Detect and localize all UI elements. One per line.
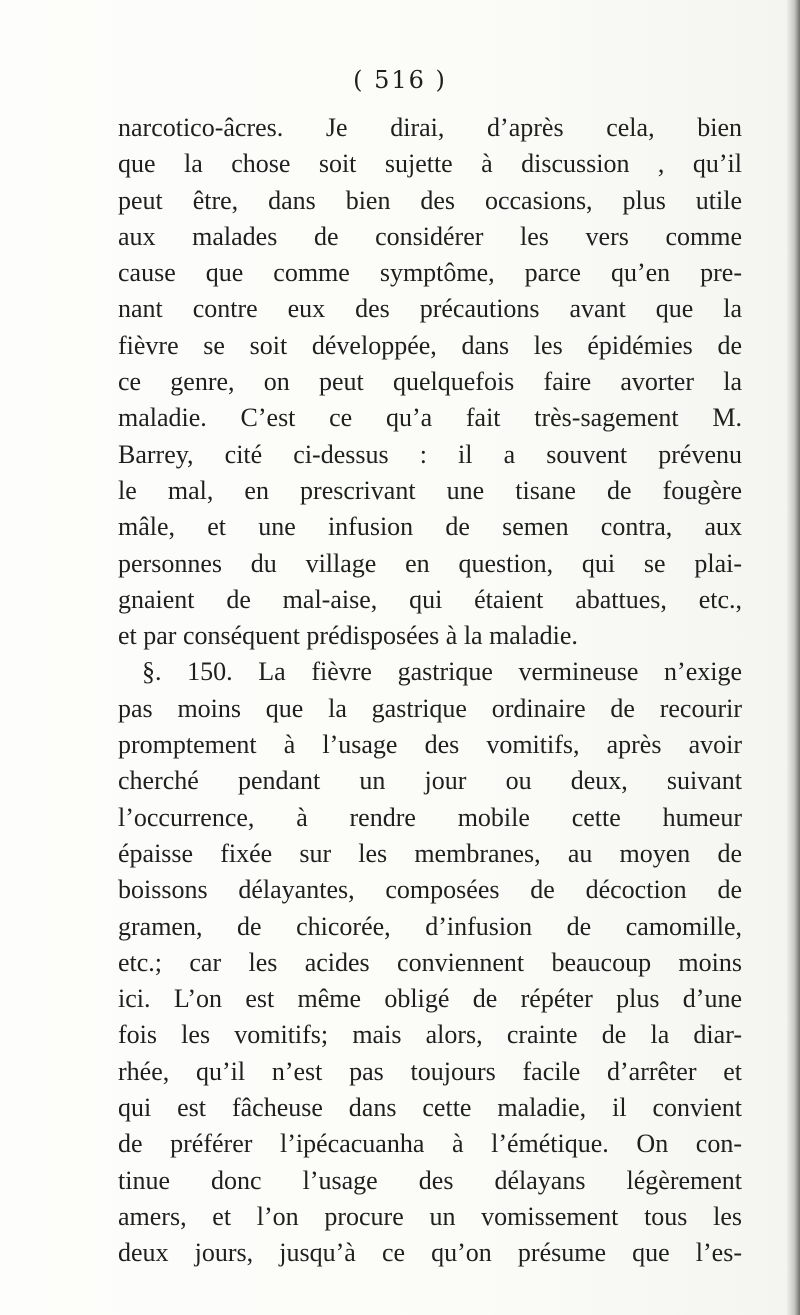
text-line: cherché pendant un jour ou deux, suivant (118, 766, 742, 796)
text-line: mâle, et une infusion de semen contra, aux (118, 512, 742, 542)
text-line: promptement à l’usage des vomitifs, après avoir (118, 730, 742, 760)
text-line: de préférer l’ipécacuanha à l’émétique. On con- (118, 1129, 742, 1159)
text-line: fièvre se soit développée, dans les épidémies de (118, 330, 742, 360)
text-line: peut être, dans bien des occasions, plus utile (118, 185, 742, 215)
text-line: nant contre eux des précautions avant que la (118, 294, 742, 324)
page-edge-shadow (786, 0, 800, 1315)
text-line: gramen, de chicorée, d’infusion de camomille, (118, 911, 742, 941)
text-line: tinue donc l’usage des délayans légèrement (118, 1165, 742, 1195)
text-line: amers, et l’on procure un vomissement tous les (118, 1201, 742, 1231)
text-line: deux jours, jusqu’à ce qu’on présume que l’es- (118, 1238, 742, 1268)
text-line: fois les vomitifs; mais alors, crainte de la diar- (118, 1020, 742, 1050)
text-line: personnes du village en question, qui se plai- (118, 548, 742, 578)
text-line: l’occurrence, à rendre mobile cette humeur (118, 802, 742, 832)
text-line: pas moins que la gastrique ordinaire de recourir (118, 693, 742, 723)
text-line: gnaient de mal-aise, qui étaient abattues, etc., (118, 584, 742, 614)
text-line: ce genre, on peut quelquefois faire avorter la (118, 367, 742, 397)
text-line: aux malades de considérer les vers comme (118, 221, 742, 251)
text-line: narcotico-âcres. Je dirai, d’après cela, bien (118, 113, 742, 142)
page-number: ( 516 ) (353, 66, 447, 94)
text-line: le mal, en prescrivant une tisane de fougère (118, 475, 742, 505)
text-line: cause que comme symptôme, parce qu’en pre- (118, 258, 742, 288)
text-line: et par conséquent prédisposées à la maladie. (118, 621, 578, 651)
text-line: que la chose soit sujette à discussion , qu’il (118, 149, 742, 179)
paragraph-start-line: §. 150. La fièvre gastrique vermineuse n’exige (142, 657, 742, 687)
body-text (118, 110, 742, 1272)
text-line: Barrey, cité ci-dessus : il a souvent prévenu (118, 439, 742, 469)
text-line: etc.; car les acides conviennent beaucoup moins (118, 947, 742, 977)
text-line: ici. L’on est même obligé de répéter plus d’une (118, 984, 742, 1014)
text-line: maladie. C’est ce qu’a fait très-sagement M. (118, 403, 742, 433)
text-line: épaisse fixée sur les membranes, au moyen de (118, 838, 742, 868)
text-line: boissons délayantes, composées de décoction de (118, 875, 742, 905)
text-line: qui est fâcheuse dans cette maladie, il convient (118, 1093, 742, 1123)
text-line: rhée, qu’il n’est pas toujours facile d’arrêter et (118, 1056, 742, 1086)
